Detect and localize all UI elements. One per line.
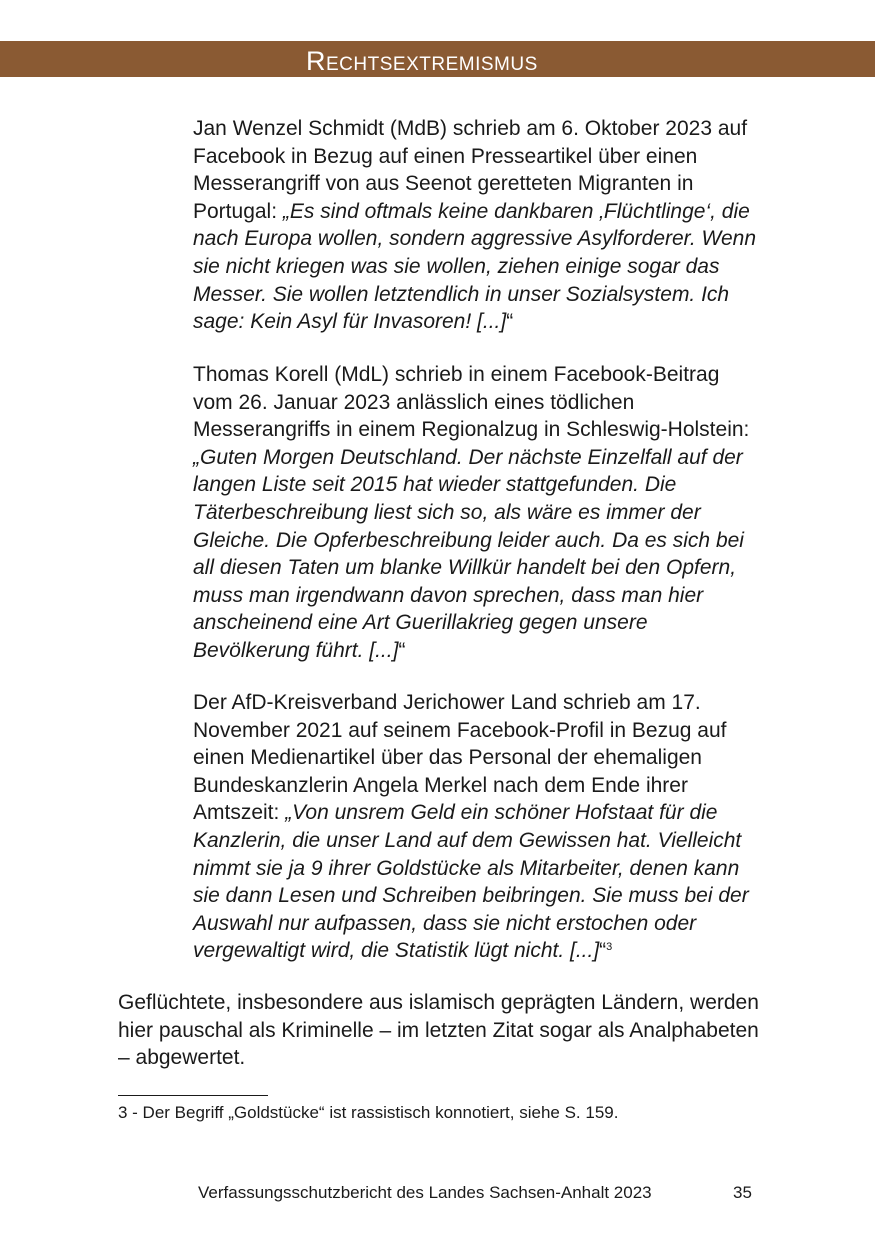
section-title: Rechtsextremismus [306, 46, 538, 76]
quote-close: “ [599, 939, 607, 963]
quote-block [193, 361, 763, 665]
footer-title: Verfassungsschutzbericht des Landes Sachsen-Anhalt 2023 [198, 1183, 652, 1202]
quote-intro: Der AfD-Kreisverband Jerichower Land schrieb am 17. November 2021 auf seinem Facebook-Profil in Bezug auf einen Medienartikel über das Personal der ehemaligen Bundeskanzlerin Angela Merkel nach dem Ende ihrer Amtszeit: [193, 691, 727, 825]
quote-text: „Von unsrem Geld ein schöner Hofstaat für die Kanzlerin, die unser Land auf dem Gewissen hat. Vielleicht nimmt sie ja 9 ihrer Goldstücke als Mitarbeiter, denen kann sie dann Lesen und Schreiben beibringen. Sie muss bei der Auswahl nur aufpassen, dass sie nicht erstochen oder vergewaltigt wird, die Statistik lügt nicht. [...] [193, 801, 749, 963]
footnote-reference: 3 [606, 941, 613, 954]
quote-block [193, 689, 763, 965]
quote-block [193, 115, 763, 336]
quote-text: „Guten Morgen Deutschland. Der nächste Einzelfall auf der langen Liste seit 2015 hat wieder stattgefunden. Die Täterbeschreibung liest sich so, als wäre es immer der Gleiche. Die Opferbeschreibung leider auch. Da es sich bei all diesen Taten um blanke Willkür handelt bei den Opfern, muss man irgendwann davon sprechen, dass man hier anscheinend eine Art Guerillakrieg gegen unsere Bevölkerung führt. [...] [193, 445, 744, 662]
quote-close: “ [398, 638, 406, 662]
quote-intro: Thomas Korell (MdL) schrieb in einem Facebook-Beitrag vom 26. Januar 2023 anlässlich eines tödlichen Messerangriffs in einem Regionalzug in Schleswig-Holstein: [193, 363, 750, 442]
page-number: 35 [733, 1183, 752, 1202]
body-paragraph: Geflüchtete, insbesondere aus islamisch geprägten Ländern, werden hier pauschal als Kriminelle – im letzten Zitat sogar als Analphabeten – abgewertet. [118, 991, 759, 1070]
quote-intro: Jan Wenzel Schmidt (MdB) schrieb am 6. Oktober 2023 auf Facebook in Bezug auf einen Presseartikel über einen Messerangriff von aus Seenot geretteten Migranten in Portugal: [193, 117, 748, 223]
quote-close: “ [506, 310, 514, 334]
footnote: 3 - Der Begriff „Goldstücke“ ist rassistisch konnotiert, siehe S. 159. [118, 1103, 619, 1122]
footnote-divider [118, 1095, 268, 1096]
quote-text: „Es sind oftmals keine dankbaren ‚Flüchtlinge‘, die nach Europa wollen, sondern aggressive Asylforderer. Wenn sie nicht kriegen was sie wollen, ziehen einige sogar das Messer. Sie wollen letztendlich in unser Sozialsystem. Ich sage: Kein Asyl für Invasoren! [...] [193, 199, 757, 334]
